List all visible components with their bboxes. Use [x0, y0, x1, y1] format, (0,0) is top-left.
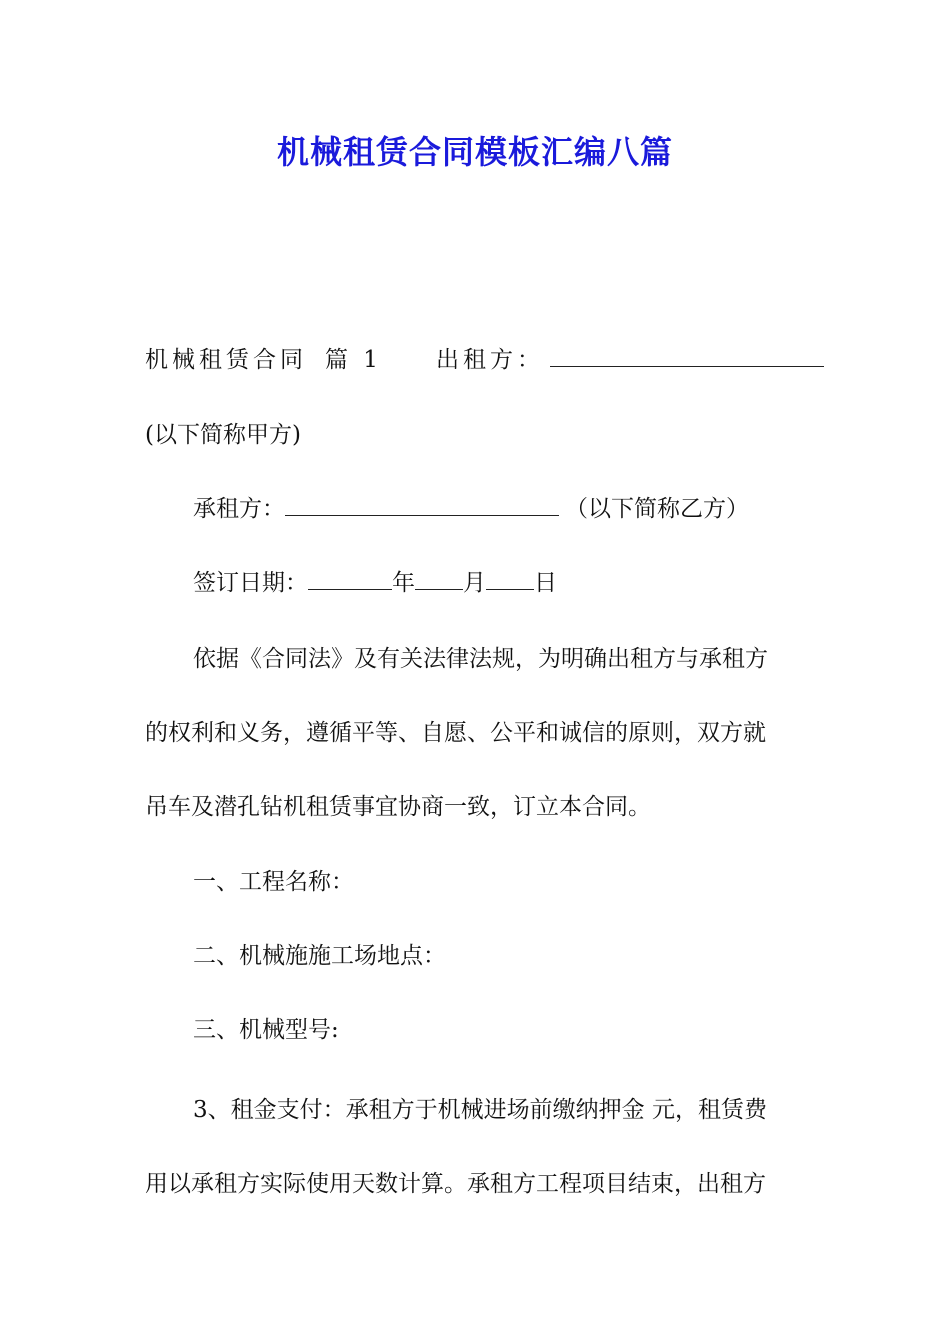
day-blank: [486, 567, 534, 590]
date-label: 签订日期：: [193, 570, 308, 596]
lessor-blank: [550, 344, 824, 367]
paragraph-line: 3、租金支付：承租方于机械进场前缴纳押金 元，租赁费: [193, 1097, 767, 1123]
contract-header-line: [145, 344, 810, 376]
clause-machine-model: 三、机械型号:: [193, 1017, 339, 1043]
clause-project-name: 一、工程名称：: [193, 869, 354, 895]
document-title: 机械租赁合同模板汇编八篇: [276, 133, 673, 171]
lessee-label: 承租方：: [193, 496, 285, 522]
party-a-alias: (以下简称甲方): [145, 422, 301, 448]
paragraph-line: 依据《合同法》及有关法律法规，为明确出租方与承租方: [193, 646, 768, 672]
signing-date-line: [145, 567, 810, 599]
party-b-alias: （以下简称乙方）: [565, 496, 749, 522]
contract-heading: 机械租赁合同: [145, 347, 307, 373]
lessor-label: 出租方：: [435, 347, 544, 373]
year-blank: [308, 567, 392, 590]
clause-site-location: 二、机械施施工场地点：: [193, 943, 446, 969]
lessee-blank: [285, 493, 559, 516]
paragraph-line: 用以承租方实际使用天数计算。承租方工程项目结束，出租方: [145, 1171, 766, 1197]
year-label: 年: [392, 570, 415, 596]
paragraph-line: 吊车及潜孔钻机租赁事宜协商一致，订立本合同。: [145, 794, 651, 820]
month-blank: [415, 567, 463, 590]
lessee-line: [145, 493, 810, 525]
month-label: 月: [463, 570, 486, 596]
day-label: 日: [534, 570, 557, 596]
contract-part: 篇 1: [325, 347, 382, 373]
paragraph-line: 的权利和义务，遵循平等、自愿、公平和诚信的原则，双方就: [145, 720, 766, 746]
